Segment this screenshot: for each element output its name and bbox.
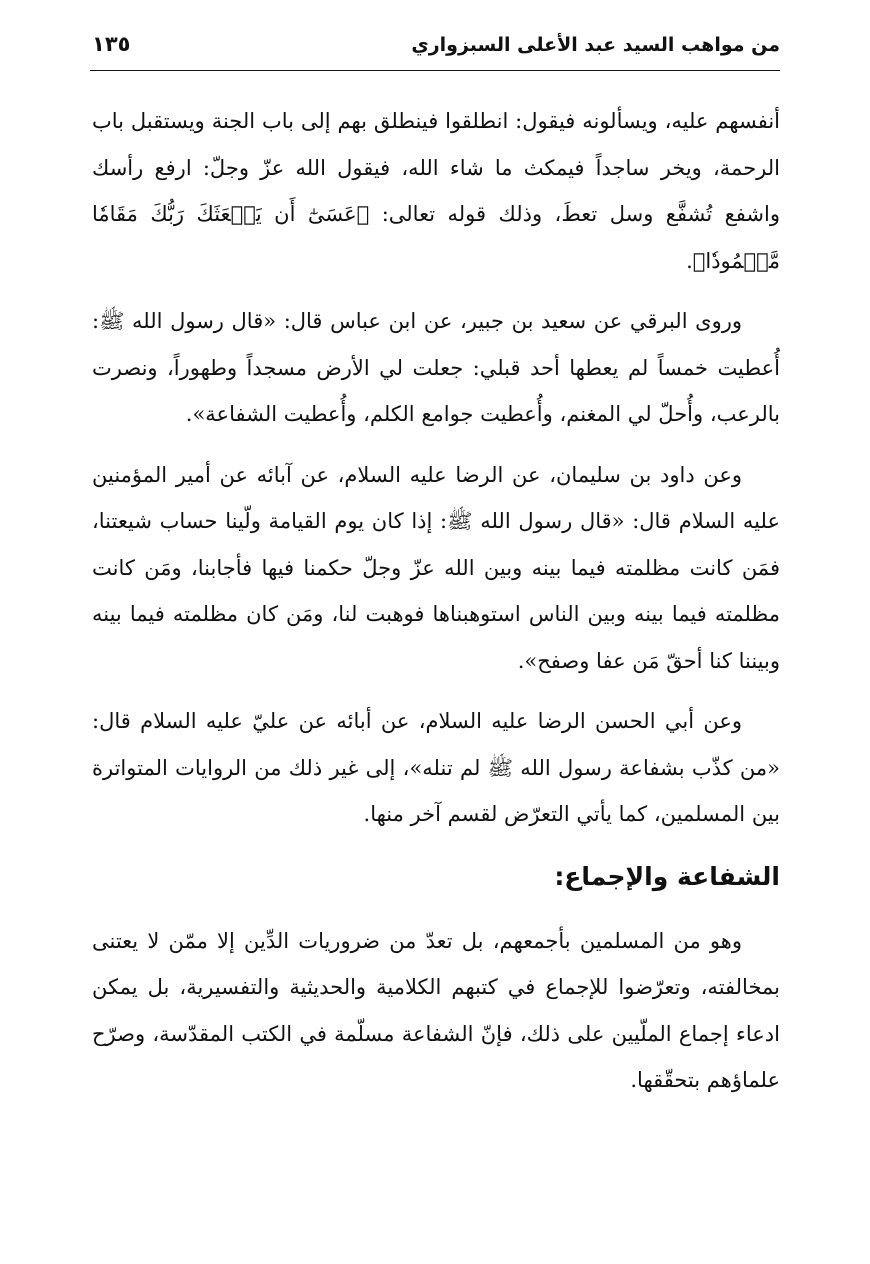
book-title: من مواهب السيد عبد الأعلى السبزواري xyxy=(411,34,780,56)
running-header xyxy=(90,30,780,71)
body-text xyxy=(92,98,780,1118)
page-number: ١٣٥ xyxy=(92,32,131,56)
paragraph-1: أنفسهم عليه، ويسألونه فيقول: انطلقوا فينطلق بهم إلى باب الجنة ويستقبل باب الرحمة، ويخر ساجداً فيمكث ما شاء الله، فيقول الله عزّ وجلّ: ارفع رأسك واشفع تُشفَّع وسل تعطَ، وذلك قوله تعالى: ﴿عَسَىٰٓ أَن يَبۡعَثَكَ رَبُّكَ مَقَامٗا مَّحۡمُودٗا﴾. xyxy=(92,109,780,273)
section-heading: الشفاعة والإجماع: xyxy=(554,861,780,891)
section-paragraph: وهو من المسلمين بأجمعهم، بل تعدّ من ضروريات الدِّين إلا ممّن لا يعتنى بمخالفته، وتعرّضوا للإجماع في كتبهم الكلامية والحديثية والتفسيرية، بل يمكن ادعاء إجماع الملّيين على ذلك، فإنّ الشفاعة مسلّمة في الكتب المقدّسة، وصرّح علماؤهم بتحقّقها. xyxy=(92,928,780,1092)
paragraph-4: وعن أبي الحسن الرضا عليه السلام، عن أبائه عن عليّ عليه السلام قال: «من كذّب بشفاعة رسول الله ﷺ لم تنله»، إلى غير ذلك من الروايات المتواترة بين المسلمين، كما يأتي التعرّض لقسم آخر منها. xyxy=(92,709,780,826)
paragraph-3: وعن داود بن سليمان، عن الرضا عليه السلام، عن آبائه عن أمير المؤمنين عليه السلام قال: «قال رسول الله ﷺ: إذا كان يوم القيامة ولّينا حساب شيعتنا، فمَن كانت مظلمته فيما بينه وبين الله عزّ وجلّ حكمنا فيها فأجابنا، ومَن كانت مظلمته فيما بينه وبين الناس استوهبناها فوهبت لنا، ومَن كان مظلمته فيما بينه وبيننا كنا أحقّ مَن عفا وصفح». xyxy=(92,462,780,673)
paragraph-2: وروى البرقي عن سعيد بن جبير، عن ابن عباس قال: «قال رسول الله ﷺ: أُعطيت خمساً لم يعطها أحد قبلي: جعلت لي الأرض مسجداً وطهوراً، ونصرت بالرعب، وأُحلّ لي المغنم، وأُعطيت جوامع الكلم، وأُعطيت الشفاعة». xyxy=(92,309,780,426)
